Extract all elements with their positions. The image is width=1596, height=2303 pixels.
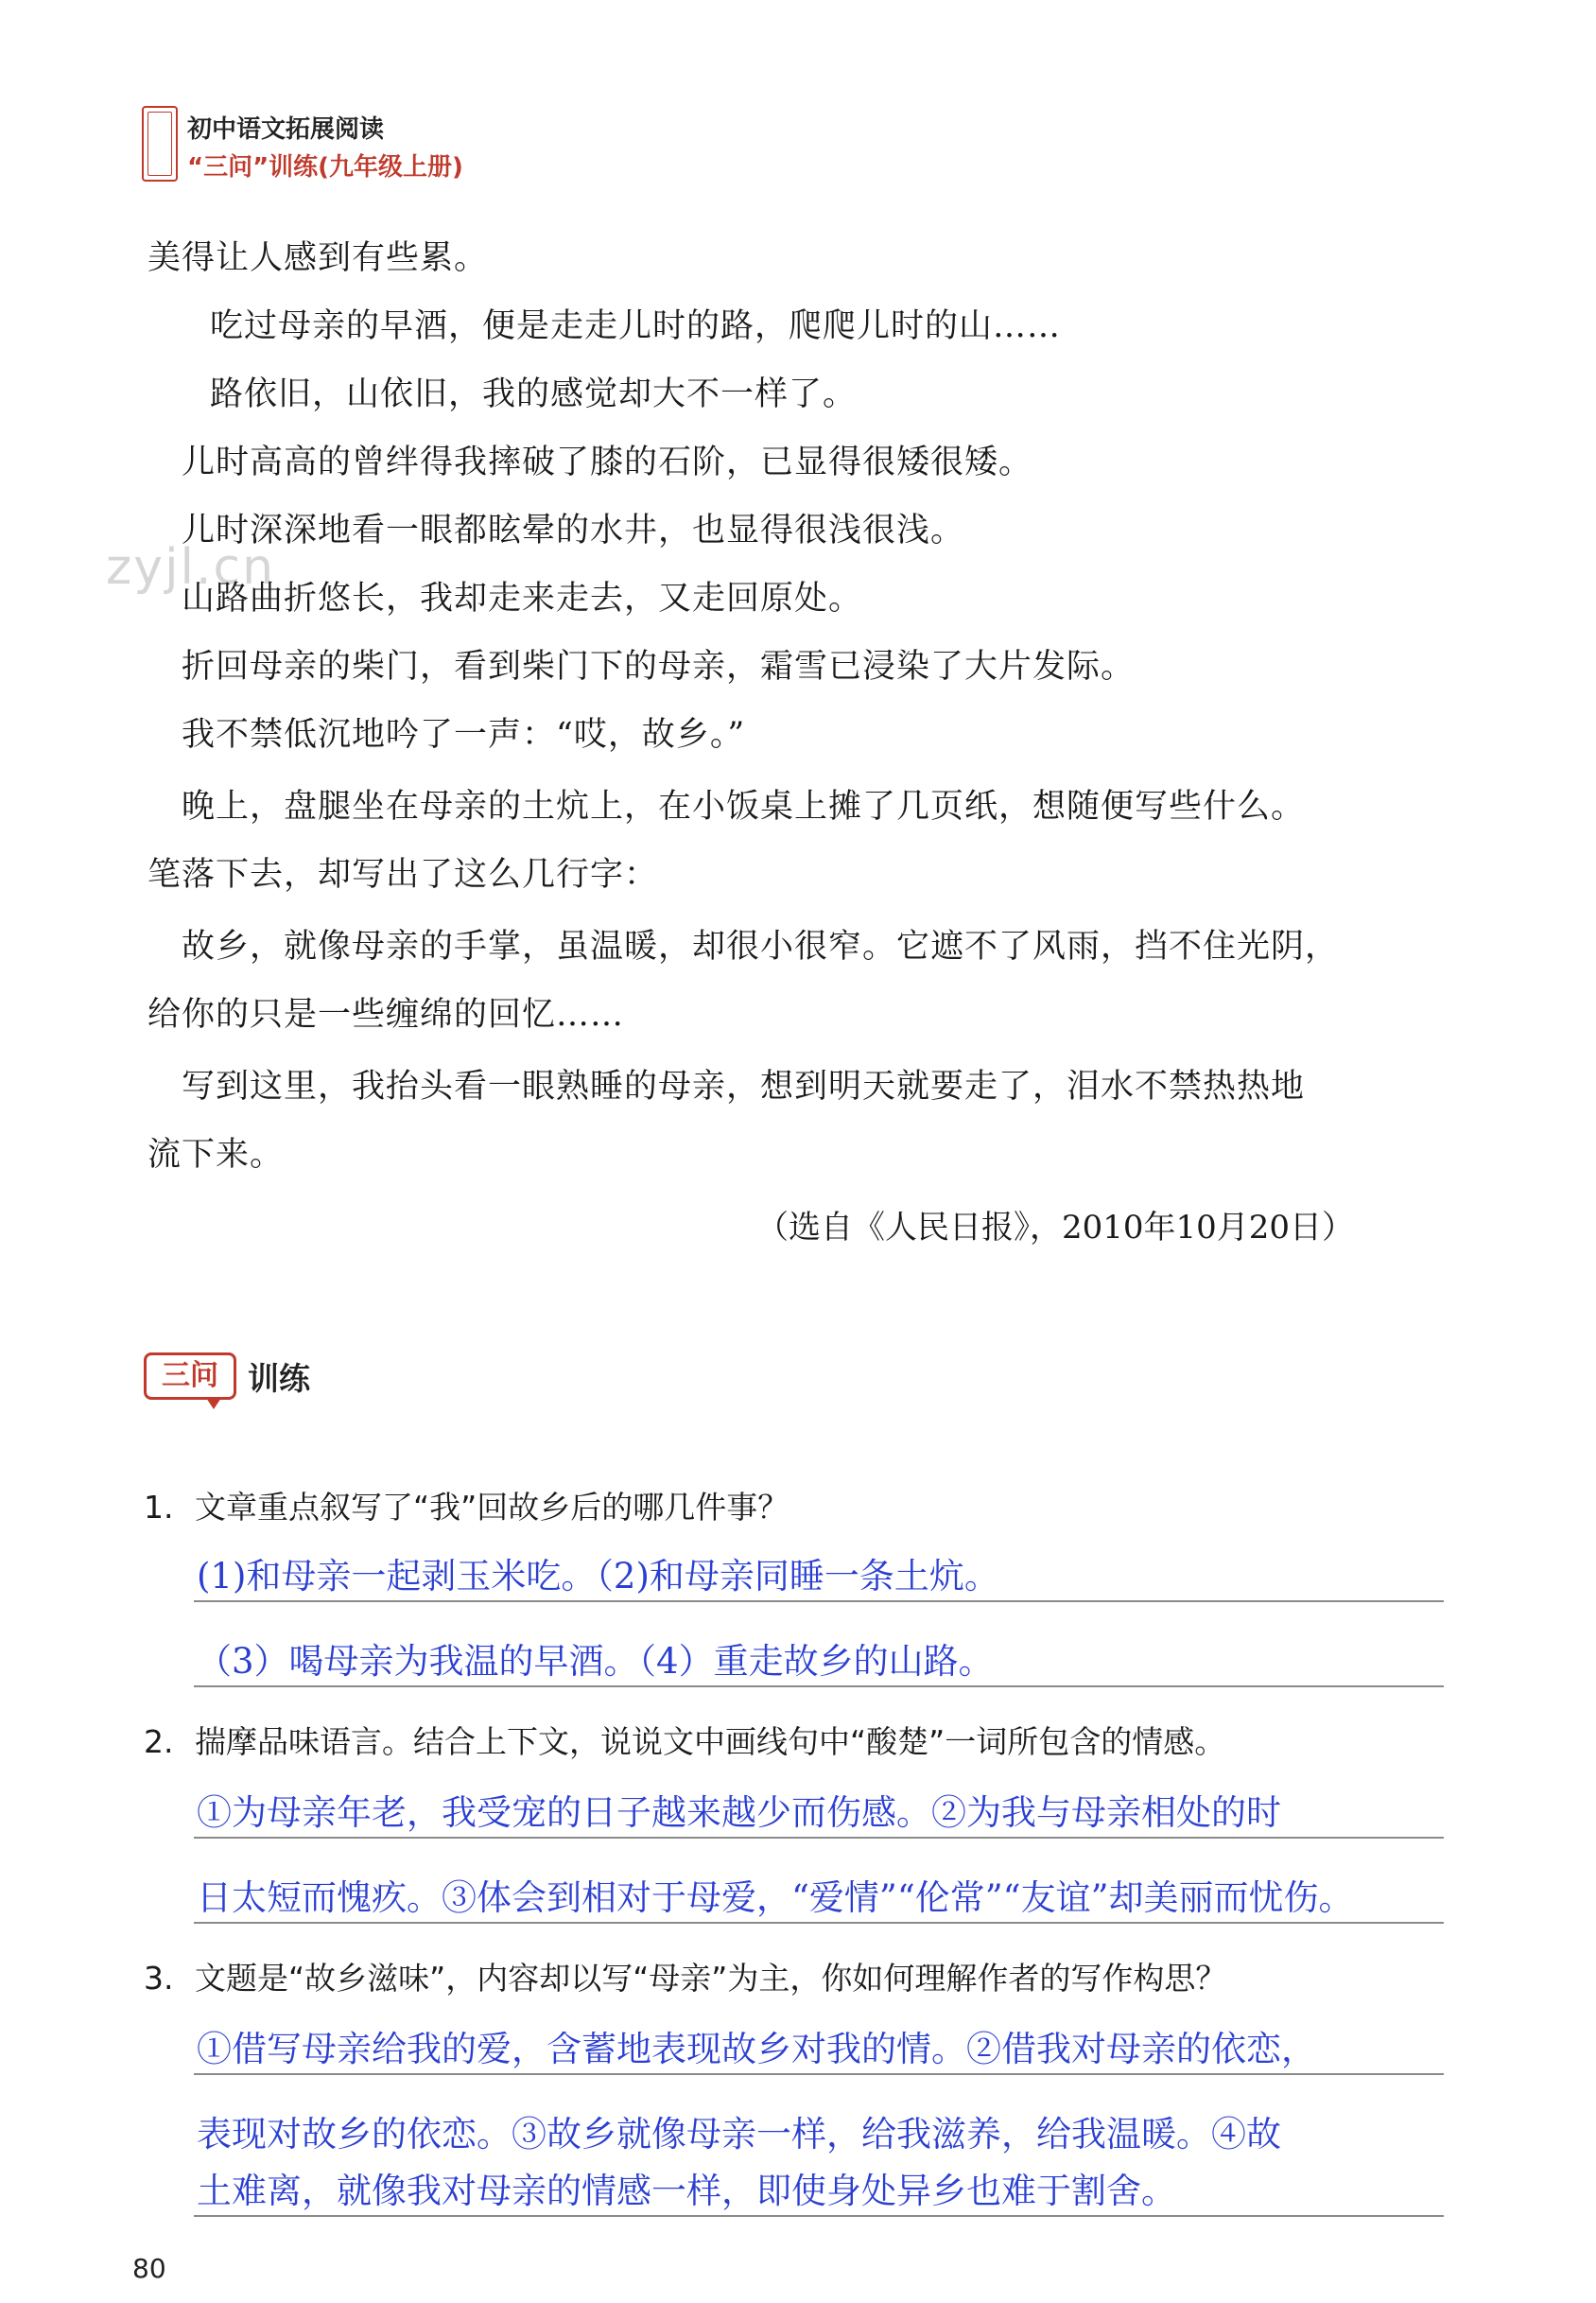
question-1: [144, 1483, 789, 1527]
question-3: [144, 1954, 1226, 1998]
section-tag: 三问: [144, 1352, 236, 1400]
page-number: 80: [132, 2253, 166, 2284]
question-2: [144, 1718, 1225, 1762]
passage-line: 故乡，就像母亲的手掌，虽温暖，却很小很窄。它遮不了风雨，挡不住光阴，: [182, 928, 1340, 966]
question-text: 文题是“故乡滋味”，内容却以写“母亲”为主，你如何理解作者的写作构思？: [195, 1960, 1227, 1997]
passage-line: 笔落下去，却写出了这么几行字：: [147, 856, 659, 894]
question-number: 3.: [144, 1960, 174, 1997]
book-volume-title: “三问”训练(九年级上册): [187, 153, 463, 182]
passage-source: （选自《人民日报》，2010年10月20日）: [756, 1209, 1355, 1247]
passage-line: 折回母亲的柴门，看到柴门下的母亲，霜雪已浸染了大片发际。: [182, 648, 1136, 686]
speech-bubble-tail-icon: [206, 1398, 221, 1409]
answer-line: 土难离，就像我对母亲的情感一样，即使身处异乡也难于割舍。: [197, 2171, 1176, 2211]
question-number: 1.: [144, 1489, 174, 1526]
answer-line: ①为母亲年老，我受宠的日子越来越少而伤感。②为我与母亲相处的时: [197, 1792, 1281, 1833]
section-title: 训练: [248, 1360, 310, 1397]
watermark: zyjl.cn: [106, 539, 276, 596]
answer-rule: [194, 1600, 1444, 1602]
passage-line: 路依旧，山依旧，我的感觉却大不一样了。: [210, 375, 858, 413]
question-text: 揣摩品味语言。结合上下文，说说文中画线句中“酸楚”一词所包含的情感。: [195, 1723, 1226, 1760]
passage-line: 晚上，盘腿坐在母亲的土炕上，在小饭桌上摊了几页纸，想随便写些什么。: [182, 788, 1306, 826]
passage-line: 给你的只是一些缠绵的回忆……: [147, 996, 625, 1034]
answer-line: ①借写母亲给我的爱，含蓄地表现故乡对我的情。②借我对母亲的依恋，: [197, 2029, 1316, 2069]
passage-line: 山路曲折悠长，我却走来走去，又走回原处。: [182, 580, 863, 618]
passage-line: 儿时深深地看一眼都眩晕的水井，也显得很浅很浅。: [182, 512, 965, 550]
passage-line: 美得让人感到有些累。: [147, 239, 489, 277]
answer-rule: [194, 1837, 1444, 1839]
passage-line: 儿时高高的曾绊得我摔破了膝的石阶，已显得很矮很矮。: [182, 444, 1033, 481]
book-logo: [142, 106, 178, 182]
book-series-title: 初中语文拓展阅读: [187, 115, 385, 144]
answer-line: (1)和母亲一起剥玉米吃。（2)和母亲同睡一条土炕。: [197, 1556, 999, 1596]
passage-line: 吃过母亲的早酒，便是走走儿时的路，爬爬儿时的山……: [210, 307, 1062, 345]
passage-line: 写到这里，我抬头看一眼熟睡的母亲，想到明天就要走了，泪水不禁热热地: [182, 1068, 1306, 1106]
answer-line: 日太短而愧疚。③体会到相对于母爱，“爱情”“伦常”“友谊”却美丽而忧伤。: [197, 1877, 1354, 1918]
answer-rule: [194, 1922, 1444, 1924]
answer-line: 表现对故乡的依恋。③故乡就像母亲一样，给我滋养，给我温暖。④故: [197, 2114, 1281, 2155]
answer-rule: [194, 2215, 1444, 2217]
answer-rule: [194, 1685, 1444, 1687]
passage-line: 流下来。: [147, 1136, 285, 1174]
question-text: 文章重点叙写了“我”回故乡后的哪几件事？: [195, 1489, 789, 1526]
question-number: 2.: [144, 1723, 174, 1760]
answer-line: （3）喝母亲为我温的早酒。（4）重走故乡的山路。: [197, 1641, 994, 1682]
answer-rule: [194, 2073, 1444, 2075]
passage-line: 我不禁低沉地吟了一声：“哎，故乡。”: [182, 716, 746, 754]
